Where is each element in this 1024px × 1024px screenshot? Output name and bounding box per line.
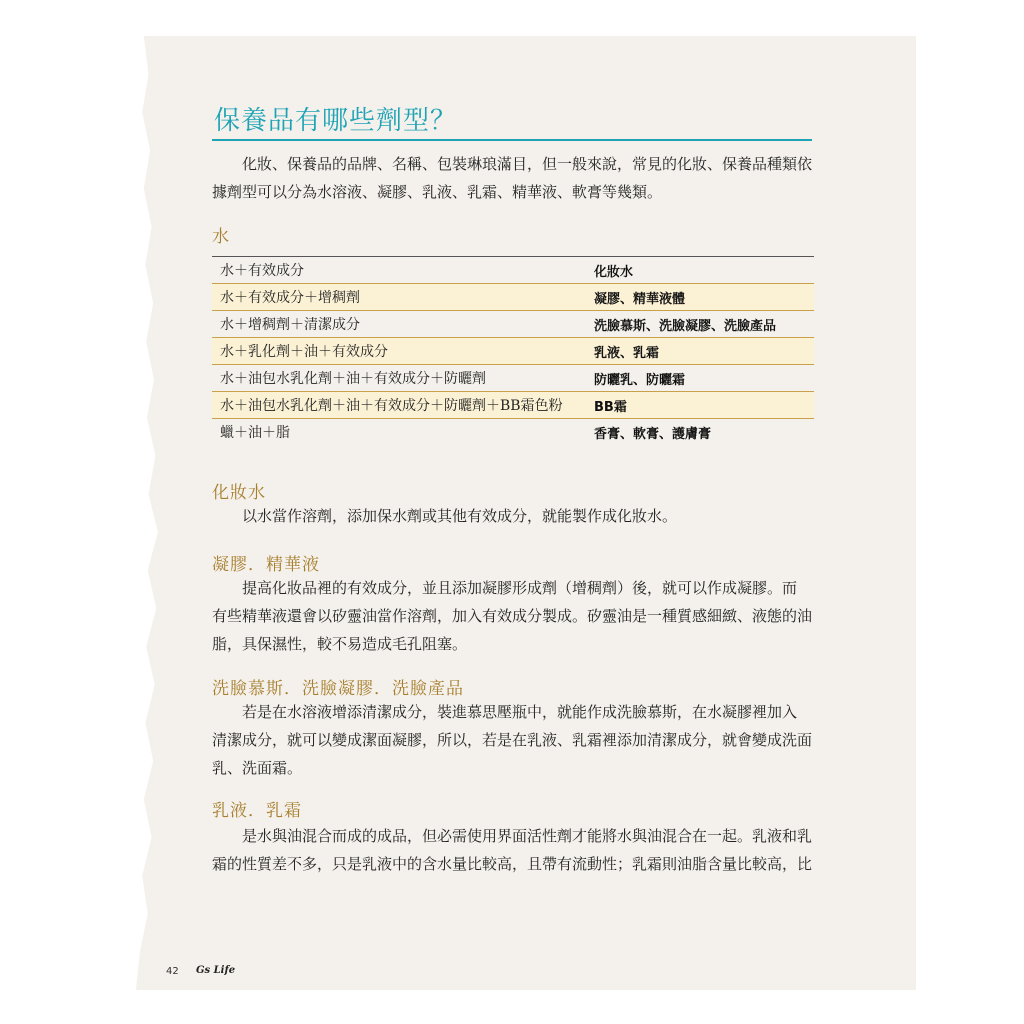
paragraph-line: 霜的性質差不多，只是乳液中的含水量比較高，且帶有流動性；乳霜則油脂含量比較高，比: [212, 855, 813, 873]
table-row: [212, 365, 814, 392]
intro-paragraph: [212, 150, 812, 206]
formula-cell: 蠟＋油＋脂: [220, 425, 290, 441]
product-cell: 乳液、乳霜: [594, 345, 660, 361]
table-row: [212, 419, 814, 445]
formula-cell: 水＋油包水乳化劑＋油＋有效成分＋防曬劑＋BB霜色粉: [220, 398, 563, 414]
paragraph-line: 清潔成分，就可以變成潔面凝膠，所以，若是在乳液、乳霜裡添加清潔成分，就會變成洗面: [212, 731, 813, 749]
page-number: 42: [166, 966, 179, 977]
table-row: [212, 257, 814, 284]
product-cell: 化妝水: [594, 264, 634, 280]
title-underline: [212, 139, 812, 141]
product-cell: 香膏、軟膏、護膚膏: [594, 426, 712, 442]
intro-line: 化妝、保養品的品牌、名稱、包裝琳琅滿目，但一般來說，常見的化妝、保養品種類依: [242, 155, 813, 173]
paragraph-line: 脂，具保濕性，較不易造成毛孔阻塞。: [212, 635, 468, 653]
section-heading: 乳液．乳霜: [212, 801, 302, 821]
table-row: [212, 338, 814, 365]
formula-cell: 水＋乳化劑＋油＋有效成分: [220, 344, 388, 360]
table-row: [212, 284, 814, 311]
formulation-table: [212, 256, 814, 445]
paragraph-line: 乳、洗面霜。: [212, 759, 303, 777]
paragraph-line: 若是在水溶液增添清潔成分，裝進慕思壓瓶中，就能作成洗臉慕斯，在水凝膠裡加入: [242, 703, 798, 721]
intro-line: 據劑型可以分為水溶液、凝膠、乳液、乳霜、精華液、軟膏等幾類。: [212, 183, 663, 201]
section-paragraph: [212, 502, 812, 530]
formula-cell: 水＋有效成分＋增稠劑: [220, 290, 360, 306]
paragraph-line: 有些精華液還會以矽靈油當作溶劑，加入有效成分製成。矽靈油是一種質感細緻、液態的油: [212, 607, 813, 625]
product-cell: 凝膠、精華液體: [594, 291, 686, 307]
section-heading: 凝膠．精華液: [212, 555, 320, 575]
formula-cell: 水＋增稠劑＋清潔成分: [220, 317, 360, 333]
section-heading: 洗臉慕斯．洗臉凝膠．洗臉產品: [212, 679, 464, 699]
section-paragraph: [212, 574, 812, 658]
section-paragraph: [212, 822, 812, 878]
section-paragraph: [212, 698, 812, 782]
paragraph-line: 是水與油混合而成的成品，但必需使用界面活性劑才能將水與油混合在一起。乳液和乳: [242, 827, 813, 845]
product-cell: 防曬乳、防曬霜: [594, 372, 686, 388]
section-heading: 化妝水: [212, 483, 266, 503]
formula-cell: 水＋有效成分: [220, 263, 304, 279]
table-row: [212, 392, 814, 419]
table-row: [212, 311, 814, 338]
paragraph-line: 提高化妝品裡的有效成分，並且添加凝膠形成劑（增稠劑）後，就可以作成凝膠。而: [242, 579, 798, 597]
table-heading: 水: [212, 227, 230, 247]
formula-cell: 水＋油包水乳化劑＋油＋有效成分＋防曬劑: [220, 371, 486, 387]
page-title: 保養品有哪些劑型？: [214, 106, 458, 136]
product-cell: 洗臉慕斯、洗臉凝膠、洗臉產品: [594, 318, 777, 334]
product-cell: BB霜: [594, 399, 627, 415]
paragraph-line: 以水當作溶劑，添加保水劑或其他有效成分，就能製作成化妝水。: [242, 507, 678, 525]
brand-logo: Gs Life: [196, 965, 236, 976]
